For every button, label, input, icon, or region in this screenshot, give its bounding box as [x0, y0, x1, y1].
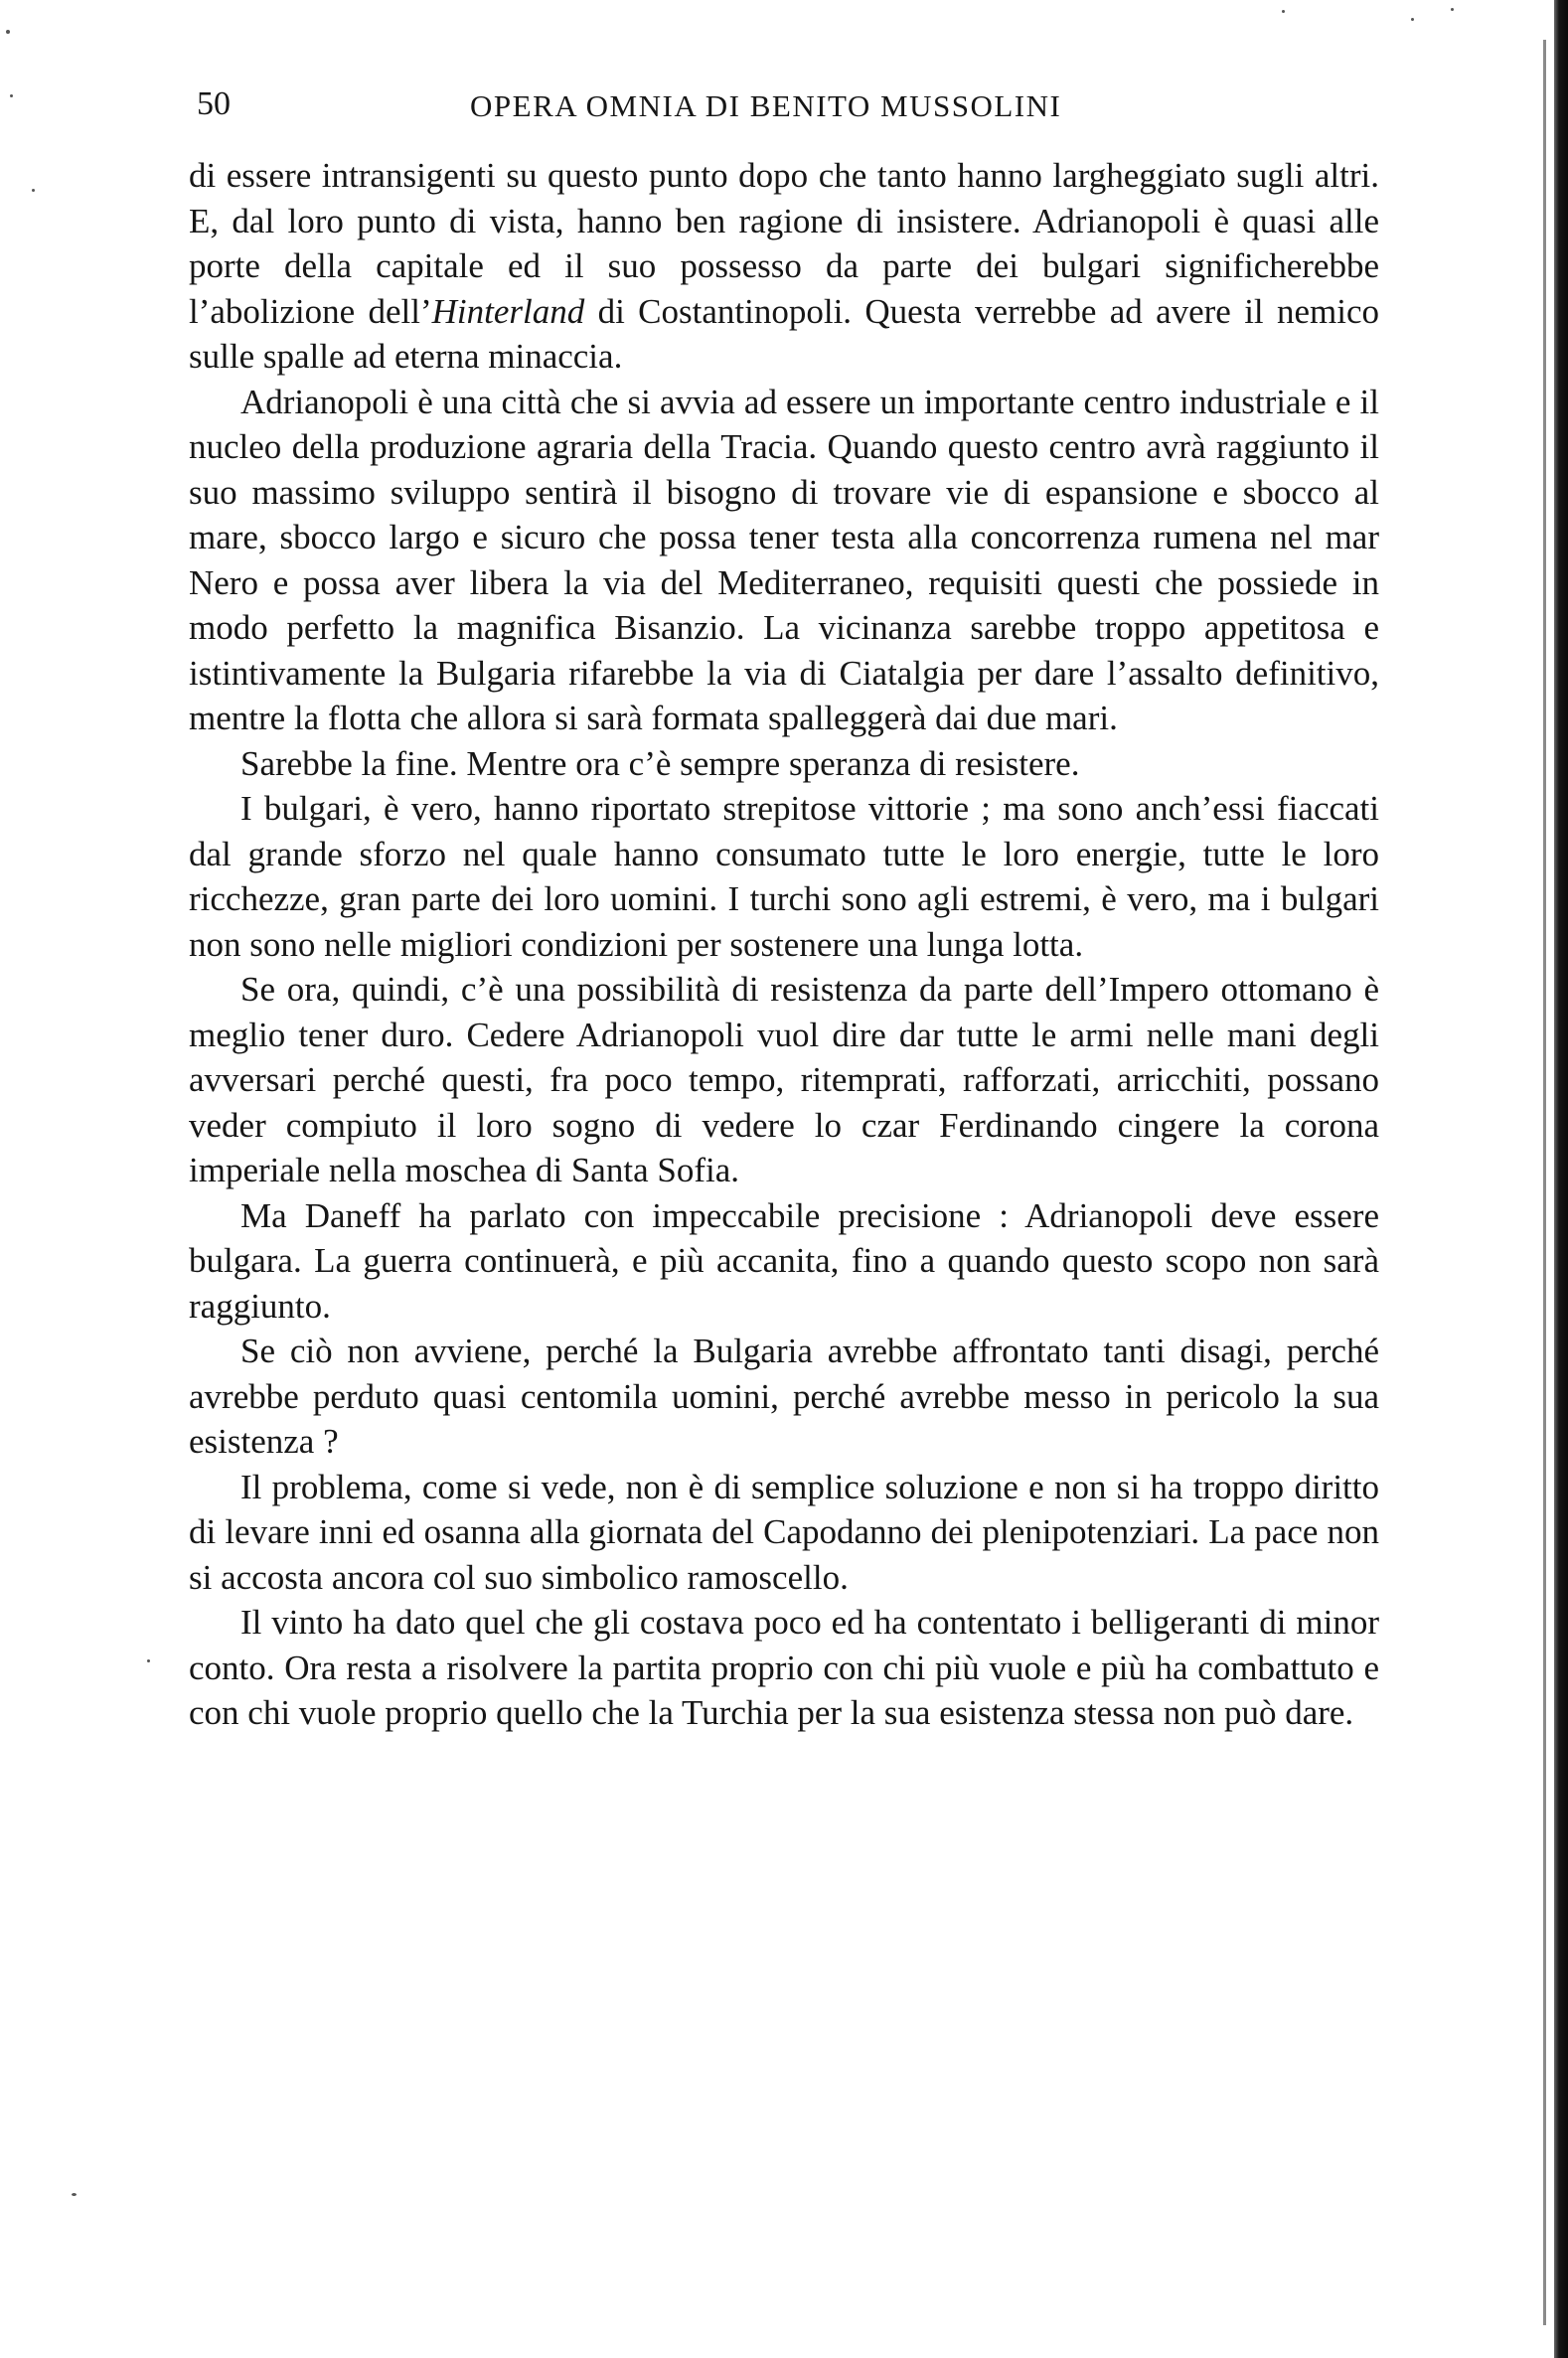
- scan-speck: [1282, 10, 1285, 13]
- scan-speck: [147, 1659, 150, 1662]
- paragraph: I bulgari, è vero, hanno riportato strepitose vittorie ; ma sono anch’essi fiaccati dal grande sforzo nel quale hanno consumato tutte le loro energie, tutte le loro ricchezze, gran parte dei loro uomini. I turchi sono agli estremi, è vero, ma i bulgari non sono nelle migliori condizioni per sostenere una lunga lotta.: [189, 789, 1379, 964]
- scan-gutter-line: [1543, 40, 1546, 2325]
- scan-speck: [1451, 8, 1454, 11]
- scan-speck: [1411, 18, 1414, 21]
- paragraph: Adrianopoli è una città che si avvia ad essere un importante centro industriale e il nucleo della produzione agraria della Tracia. Quando questo centro avrà raggiunto il suo massimo sviluppo sentirà il bisogno di trovare vie di espansione e sbocco al mare, sbocco largo e sicuro che possa tener testa alla concorrenza rumena nel mar Nero e possa aver libera la via del Mediterraneo, requisiti questi che possiede in modo perfetto la magnifica Bisanzio. La vicinanza sarebbe troppo appetitosa e istintivamente la Bulgaria rifarebbe la via di Ciatalgia per dare l’assalto definitivo, mentre la flotta che allora si sarà formata spalleggerà dai due mari.: [189, 382, 1379, 737]
- paragraph: Se ora, quindi, c’è una possibilità di resistenza da parte dell’Impero ottomano è meglio tener duro. Cedere Adrianopoli vuol dire dar tutte le armi nelle mani degli avversari perché questi, fra poco tempo, ritemprati, rafforzati, arricchiti, possano veder compiuto il loro sogno di vedere lo czar Ferdinando cingere la corona imperiale nella moschea di Santa Sofia.: [189, 970, 1379, 1189]
- body-text: [189, 153, 1379, 1736]
- italic-term: Hinterland: [431, 291, 585, 331]
- scan-speck: [10, 94, 13, 97]
- scan-speck: [6, 30, 10, 34]
- paragraph: Ma Daneff ha parlato con impeccabile precisione : Adrianopoli deve essere bulgara. La guerra continuerà, e più accanita, fino a quando questo scopo non sarà raggiunto.: [189, 1195, 1379, 1326]
- page-number: 50: [197, 85, 231, 122]
- scan-border-shadow: [1554, 0, 1568, 2358]
- scan-speck: [32, 189, 35, 192]
- scan-speck: [72, 2193, 77, 2196]
- paragraph-text: di Costantinopoli. Questa verrebbe ad avere il nemico sulle spalle ad eterna minaccia.: [189, 291, 1380, 376]
- paragraph: Sarebbe la fine. Mentre ora c’è sempre speranza di resistere.: [240, 743, 1080, 783]
- paragraph: Il problema, come si vede, non è di semplice soluzione e non si ha troppo diritto di levare inni ed osanna alla giornata del Capodanno dei plenipotenziari. La pace non si accosta ancora col suo simbolico ramoscello.: [189, 1467, 1379, 1597]
- running-title: OPERA OMNIA DI BENITO MUSSOLINI: [470, 88, 1062, 123]
- paragraph: [189, 153, 1379, 380]
- paragraph: Se ciò non avviene, perché la Bulgaria avrebbe affrontato tanti disagi, perché avrebbe perduto quasi centomila uomini, perché avrebbe messo in pericolo la sua esistenza ?: [189, 1332, 1379, 1461]
- paragraph: Il vinto ha dato quel che gli costava poco ed ha contentato i belligeranti di minor conto. Ora resta a risolvere la partita proprio con chi più vuole e più ha combattuto e con chi vuole proprio quello che la Turchia per la sua esistenza stessa non può dare.: [189, 1603, 1379, 1732]
- running-header: [197, 85, 1359, 135]
- paragraph-text: di essere intransigenti su questo punto dopo che tanto hanno largheggiato sugli altri. E, dal loro punto di vista, hanno ben ragione di insistere. Adrianopoli è quasi alle porte della capitale ed il suo possesso da parte dei bulgari significherebbe l’abolizione dell’: [189, 156, 1379, 331]
